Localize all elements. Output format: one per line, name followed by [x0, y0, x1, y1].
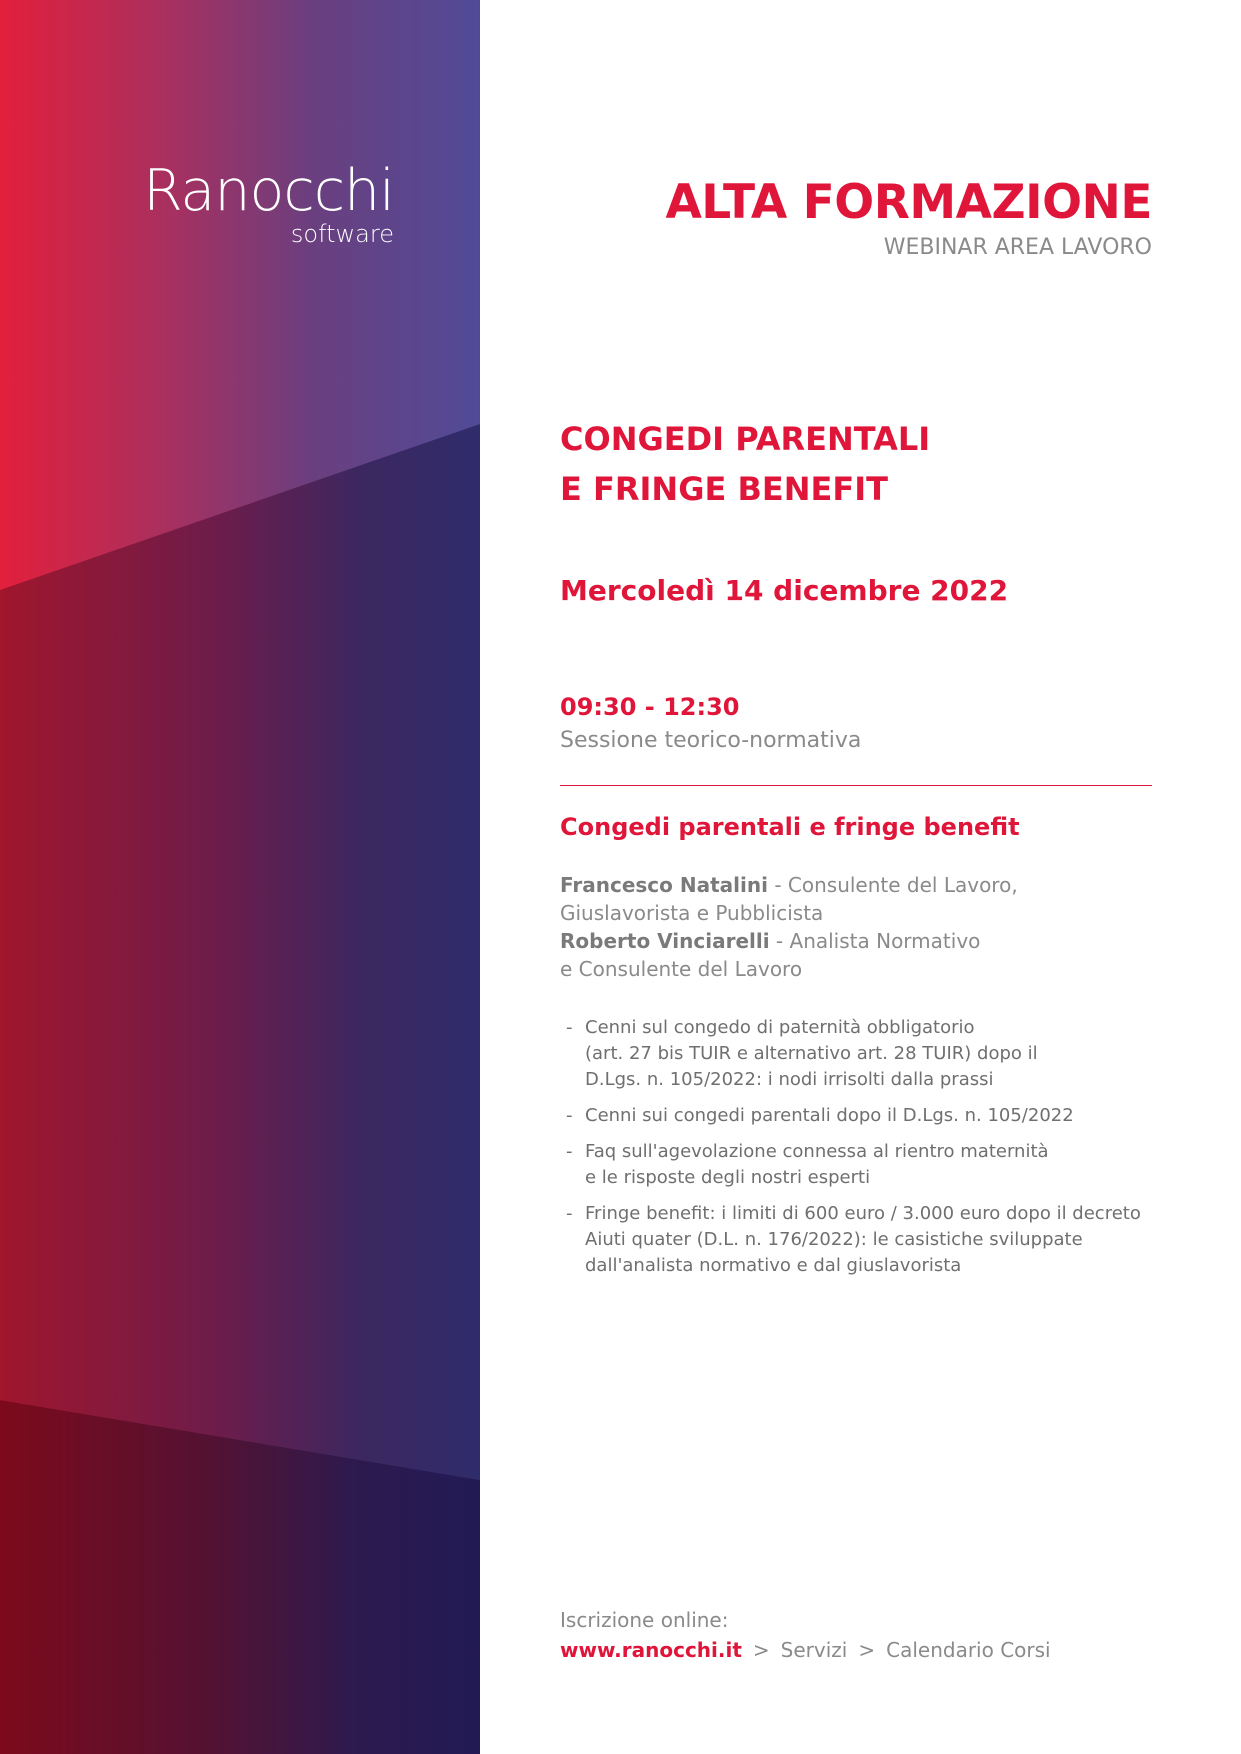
topic-line: Faq sull'agevolazione connessa al rientro maternità — [585, 1141, 1049, 1162]
speaker-line — [560, 927, 1018, 955]
breadcrumb-calendario: Calendario Corsi — [886, 1638, 1051, 1662]
event-title-line: E FRINGE BENEFIT — [560, 470, 888, 508]
topic-line: Cenni sui congedi parentali dopo il D.Lgs. n. 105/2022 — [585, 1105, 1074, 1126]
topic-line: Fringe benefit: i limiti di 600 euro / 3.000 euro dopo il decreto — [585, 1203, 1141, 1224]
event-date: Mercoledì 14 dicembre 2022 — [560, 574, 1009, 607]
page-title: ALTA FORMAZIONE — [665, 175, 1152, 230]
speaker-line — [560, 871, 1018, 899]
footer-label: Iscrizione online: — [560, 1608, 729, 1632]
divider — [560, 785, 1152, 786]
topic-dash: - — [566, 1141, 573, 1162]
topic-item — [566, 1103, 1152, 1129]
topic-line: Cenni sul congedo di paternità obbligatorio — [585, 1017, 975, 1038]
logo-sub: software — [290, 220, 394, 248]
topic-line: e le risposte degli nostri esperti — [585, 1167, 871, 1188]
topic-list — [566, 1015, 1152, 1289]
breadcrumb-separator: > — [858, 1638, 876, 1662]
topic-line: dall'analista normativo e dal giuslavorista — [585, 1255, 962, 1276]
content-column — [560, 0, 1152, 1754]
speaker-role-line: e Consulente del Lavoro — [560, 957, 803, 981]
speaker-role-line: Giuslavorista e Pubblicista — [560, 901, 824, 925]
breadcrumb-separator: > — [752, 1638, 770, 1662]
topic-item — [566, 1015, 1152, 1093]
event-title-line: CONGEDI PARENTALI — [560, 420, 931, 458]
topic-line: D.Lgs. n. 105/2022: i nodi irrisolti dalla prassi — [585, 1069, 994, 1090]
topic-dash: - — [566, 1203, 573, 1224]
footer-breadcrumb — [560, 1636, 1051, 1664]
topic-dash: - — [566, 1017, 573, 1038]
speaker-name: Roberto Vinciarelli — [560, 929, 770, 953]
panel-shape-middle — [0, 424, 480, 1480]
brand-panel — [0, 0, 480, 1754]
topic-dash: - — [566, 1105, 573, 1126]
session-label: Sessione teorico-normativa — [560, 728, 862, 753]
section-heading: Congedi parentali e fringe benefit — [560, 813, 1020, 841]
speaker-name: Francesco Natalini — [560, 873, 768, 897]
speakers — [560, 871, 1018, 983]
topic-line: (art. 27 bis TUIR e alternativo art. 28 TUIR) dopo il — [585, 1043, 1038, 1064]
topic-item — [566, 1201, 1152, 1279]
logo — [108, 160, 394, 248]
event-title — [560, 414, 930, 514]
speaker-role: - Analista Normativo — [769, 929, 981, 953]
topic-line: Aiuti quater (D.L. n. 176/2022): le casistiche sviluppate — [585, 1229, 1083, 1250]
topic-item — [566, 1139, 1152, 1191]
breadcrumb-servizi: Servizi — [780, 1638, 848, 1662]
website-link[interactable]: www.ranocchi.it — [560, 1638, 742, 1662]
session-time: 09:30 - 12:30 — [560, 693, 740, 721]
speaker-role: - Consulente del Lavoro, — [767, 873, 1018, 897]
panel-graphic — [0, 0, 480, 1754]
logo-name: Ranocchi — [143, 158, 394, 224]
page-subtitle: WEBINAR AREA LAVORO — [883, 235, 1152, 260]
